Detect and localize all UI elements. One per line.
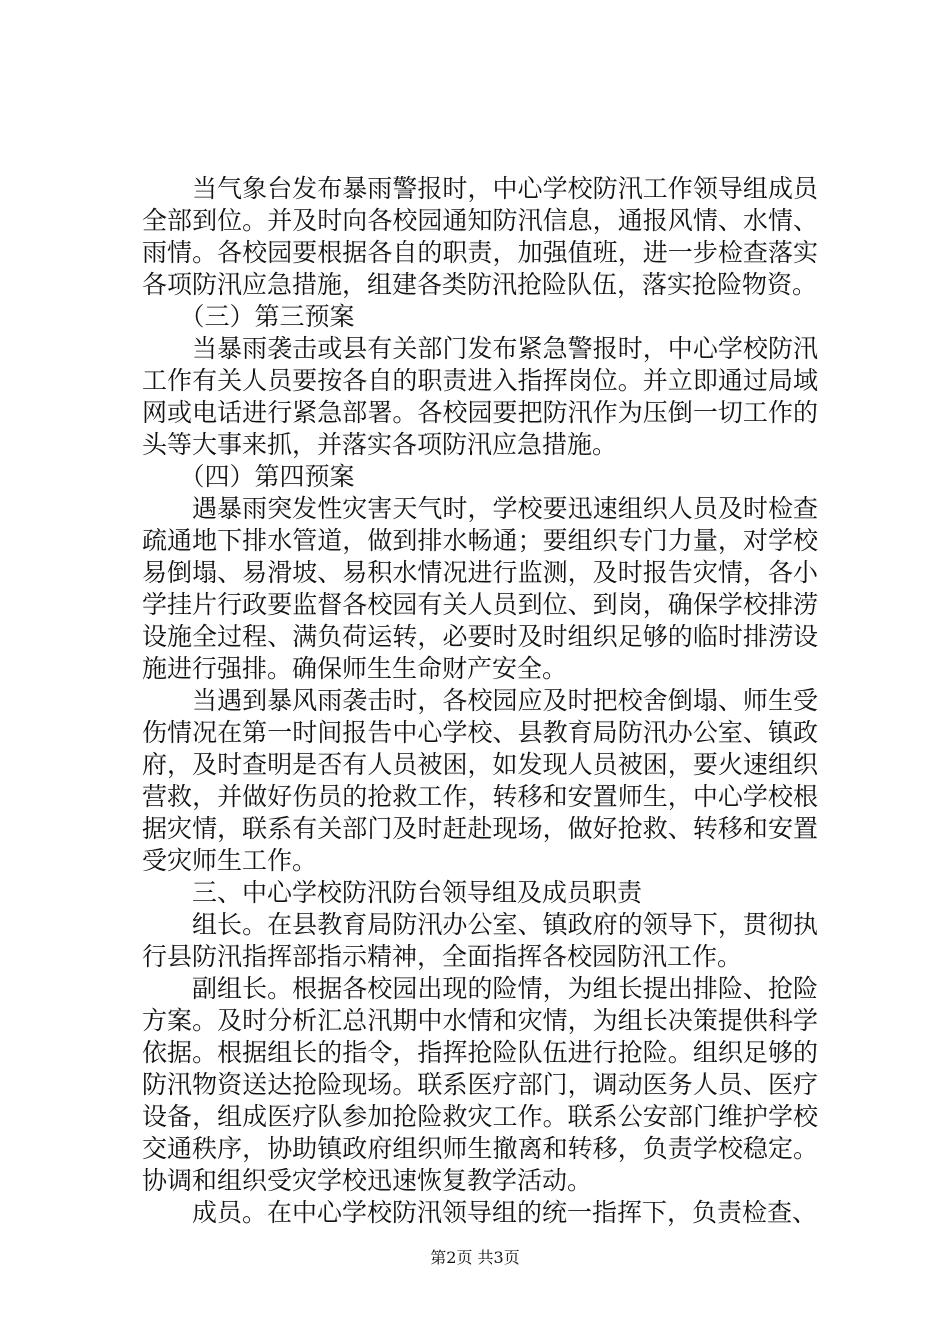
page-footer (0, 1245, 950, 1268)
paragraph-warning-response: 当气象台发布暴雨警报时，中心学校防汛工作领导组成员全部到位。并及时向各校园通知防汛信息，通报风情、水情、雨情。各校园要根据各自的职责，加强值班，进一步检查落实各项防汛应急措施，组建各类防汛抢险队伍，落实抢险物资。 (142, 174, 818, 299)
paragraph-members: 成员。在中心学校防汛领导组的统一指挥下，负责检查、 (192, 1198, 818, 1227)
section-heading-leadership-duties: 三、中心学校防汛防台领导组及成员职责 (192, 878, 643, 907)
paragraph-storm-attack: 当遇到暴风雨袭击时，各校园应及时把校舍倒塌、师生受伤情况在第一时间报告中心学校、县教育局防汛办公室、镇政府，及时查明是否有人员被困，如发现人员被困，要火速组织营救，并做好伤员的抢救工作，转移和安置师生，中心学校根据灾情，联系有关部门及时赶赴现场，做好抢救、转移和安置受灾师生工作。 (142, 686, 818, 875)
paragraph-fourth-plan: 遇暴雨突发性灾害天气时，学校要迅速组织人员及时检查疏通地下排水管道，做到排水畅通；要组织专门力量，对学校易倒塌、易滑坡、易积水情况进行监测，及时报告灾情，各小学挂片行政要监督各校园有关人员到位、到岗，确保学校排涝设施全过程、满负荷运转，必要时及时组织足够的临时排涝设施进行强排。确保师生生命财产安全。 (142, 494, 818, 683)
paragraph-third-plan: 当暴雨袭击或县有关部门发布紧急警报时，中心学校防汛工作有关人员要按各自的职责进入指挥岗位。并立即通过局域网或电话进行紧急部署。各校园要把防汛作为压倒一切工作的头等大事来抓，并落实各项防汛应急措施。 (142, 334, 818, 459)
section-heading-fourth-plan: （四）第四预案 (179, 462, 355, 491)
page-number-label: 第2页 共3页 (430, 1248, 520, 1267)
section-heading-third-plan: （三）第三预案 (179, 302, 355, 331)
document-body (142, 173, 818, 1229)
paragraph-team-leader: 组长。在县教育局防汛办公室、镇政府的领导下，贯彻执行县防汛指挥部指示精神，全面指挥各校园防汛工作。 (142, 910, 818, 971)
paragraph-deputy-leader: 副组长。根据各校园出现的险情，为组长提出排险、抢险方案。及时分析汇总汛期中水情和灾情，为组长决策提供科学依据。根据组长的指令，指挥抢险队伍进行抢险。组织足够的防汛物资送达抢险现场。联系医疗部门，调动医务人员、医疗设备，组成医疗队参加抢险救灾工作。联系公安部门维护学校交通秩序，协助镇政府组织师生撤离和转移，负责学校稳定。协调和组织受灾学校迅速恢复教学活动。 (142, 974, 818, 1195)
